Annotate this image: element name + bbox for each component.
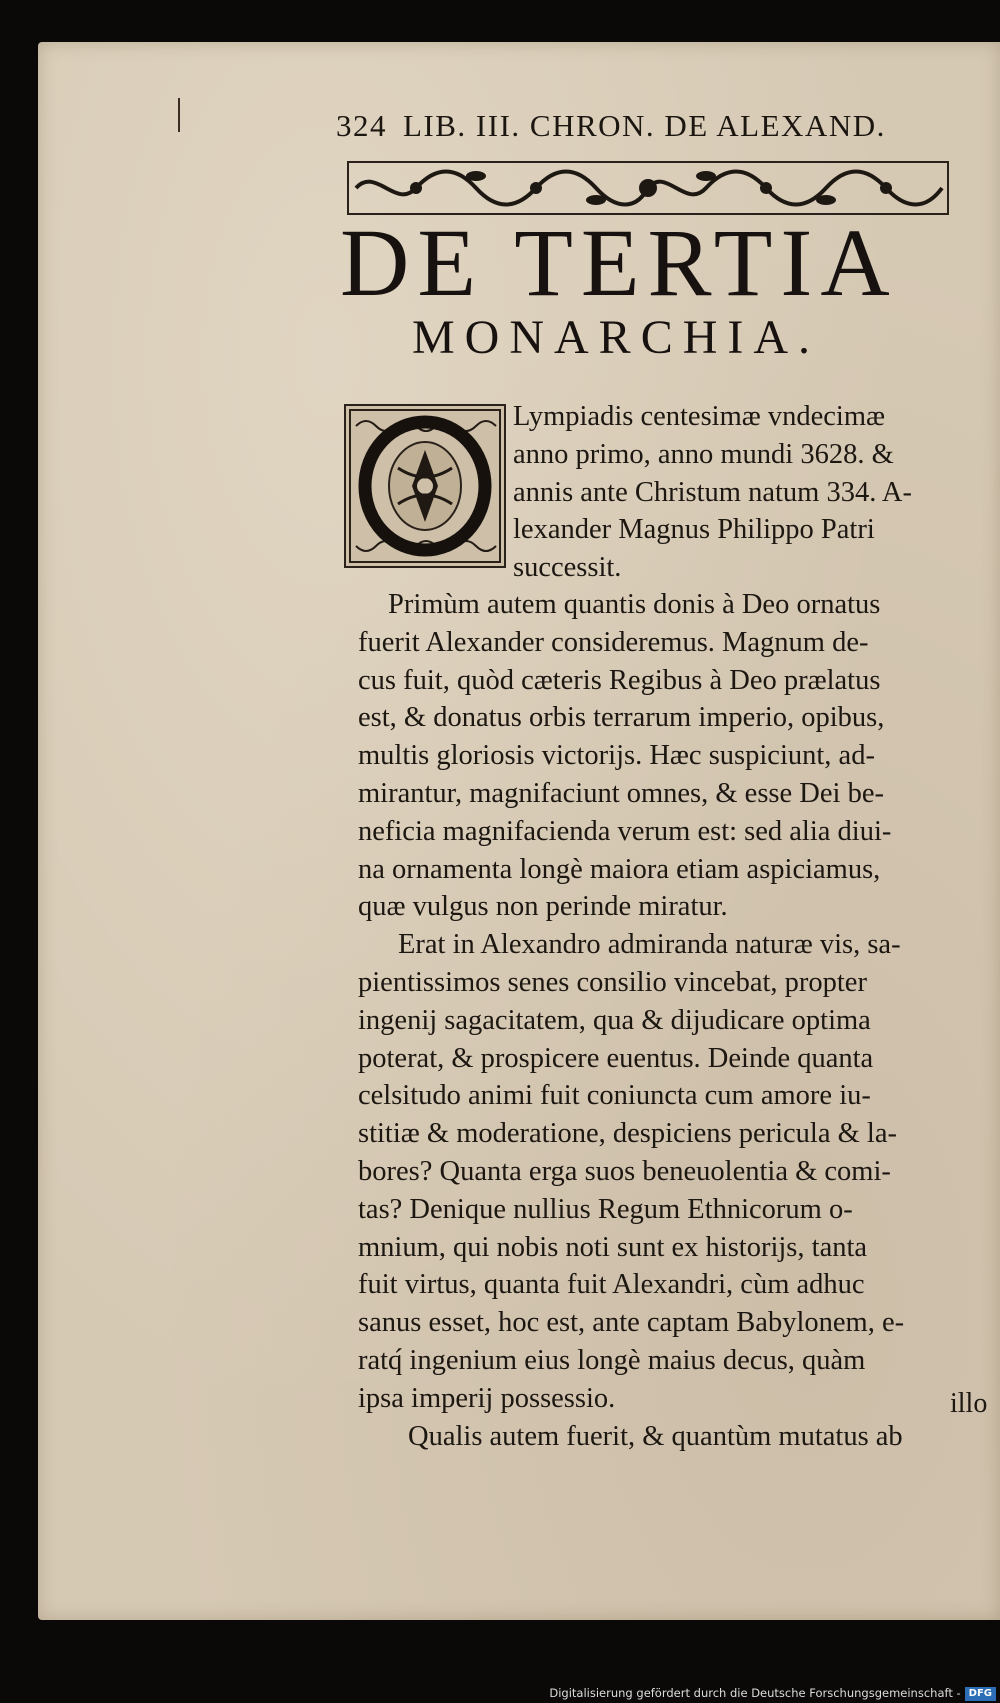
text-line: cus fuit, quòd cæteris Regibus à Deo prælatus <box>358 664 881 696</box>
text-line: sanus esset, hoc est, ante captam Babylonem, e- <box>358 1307 905 1339</box>
margin-mark <box>178 98 180 132</box>
text-line: successit. <box>513 552 622 584</box>
footer-text: Digitalisierung gefördert durch die Deutsche Forschungsgemeinschaft - <box>549 1686 961 1700</box>
text-line: ingenij sagacitatem, qua & dijudicare optima <box>358 1004 871 1036</box>
text-line: multis gloriosis victorijs. Hæc suspiciunt, ad- <box>358 740 875 772</box>
text-line: fuit virtus, quanta fuit Alexandri, cùm adhuc <box>358 1269 865 1301</box>
text-line: anno primo, anno mundi 3628. & <box>513 438 894 470</box>
text-line: quæ vulgus non perinde miratur. <box>358 891 728 923</box>
text-line: poterat, & prospicere euentus. Deinde quanta <box>358 1042 874 1074</box>
text-line: lexander Magnus Philippo Patri <box>513 514 875 546</box>
text-line: celsitudo animi fuit coniuncta cum amore iu- <box>358 1080 871 1112</box>
text-line: annis ante Christum natum 334. A- <box>513 476 912 508</box>
decorated-initial-o <box>344 404 506 568</box>
digitization-footer <box>0 1684 996 1703</box>
text-line: ratq́ ingenium eius longè maius decus, quàm <box>358 1344 866 1376</box>
text-line: tas? Denique nullius Regum Ethnicorum o- <box>358 1193 853 1225</box>
text-line: fuerit Alexander consideremus. Magnum de- <box>358 626 869 658</box>
page-number: 324 <box>336 108 387 143</box>
text-line: Lympiadis centesimæ vndecimæ <box>513 401 886 432</box>
text-line: bores? Quanta erga suos beneuolentia & comi- <box>358 1155 891 1187</box>
text-line: pientissimos senes consilio vincebat, propter <box>358 966 867 998</box>
catchword: illo <box>950 1388 988 1419</box>
text-line: est, & donatus orbis terrarum imperio, opibus, <box>358 702 885 734</box>
chapter-title: DE TERTIA <box>340 209 898 316</box>
text-line: Qualis autem fuerit, & quantùm mutatus ab <box>408 1420 903 1452</box>
text-line: Erat in Alexandro admiranda naturæ vis, sa- <box>398 929 901 961</box>
text-line: neficia magnifacienda verum est: sed alia diui- <box>358 815 892 847</box>
text-line: Primùm autem quantis donis à Deo ornatus <box>388 589 881 620</box>
running-head <box>336 108 956 144</box>
text-line: stitiæ & moderatione, despiciens pericula & la- <box>358 1118 897 1150</box>
text-line: na ornamenta longè maiora etiam aspiciamus, <box>358 853 881 885</box>
text-line: mirantur, magnifaciunt omnes, & esse Dei be- <box>358 777 884 809</box>
body-text <box>358 586 904 1455</box>
chapter-subtitle: MONARCHIA. <box>412 311 821 364</box>
dfg-logo: DFG <box>965 1687 996 1701</box>
running-head-text: LIB. III. CHRON. DE ALEXAND. <box>403 108 886 143</box>
text-line: ipsa imperij possessio. <box>358 1382 616 1414</box>
text-line: mnium, qui nobis noti sunt ex historijs, tanta <box>358 1231 868 1263</box>
opening-paragraph <box>513 398 912 587</box>
